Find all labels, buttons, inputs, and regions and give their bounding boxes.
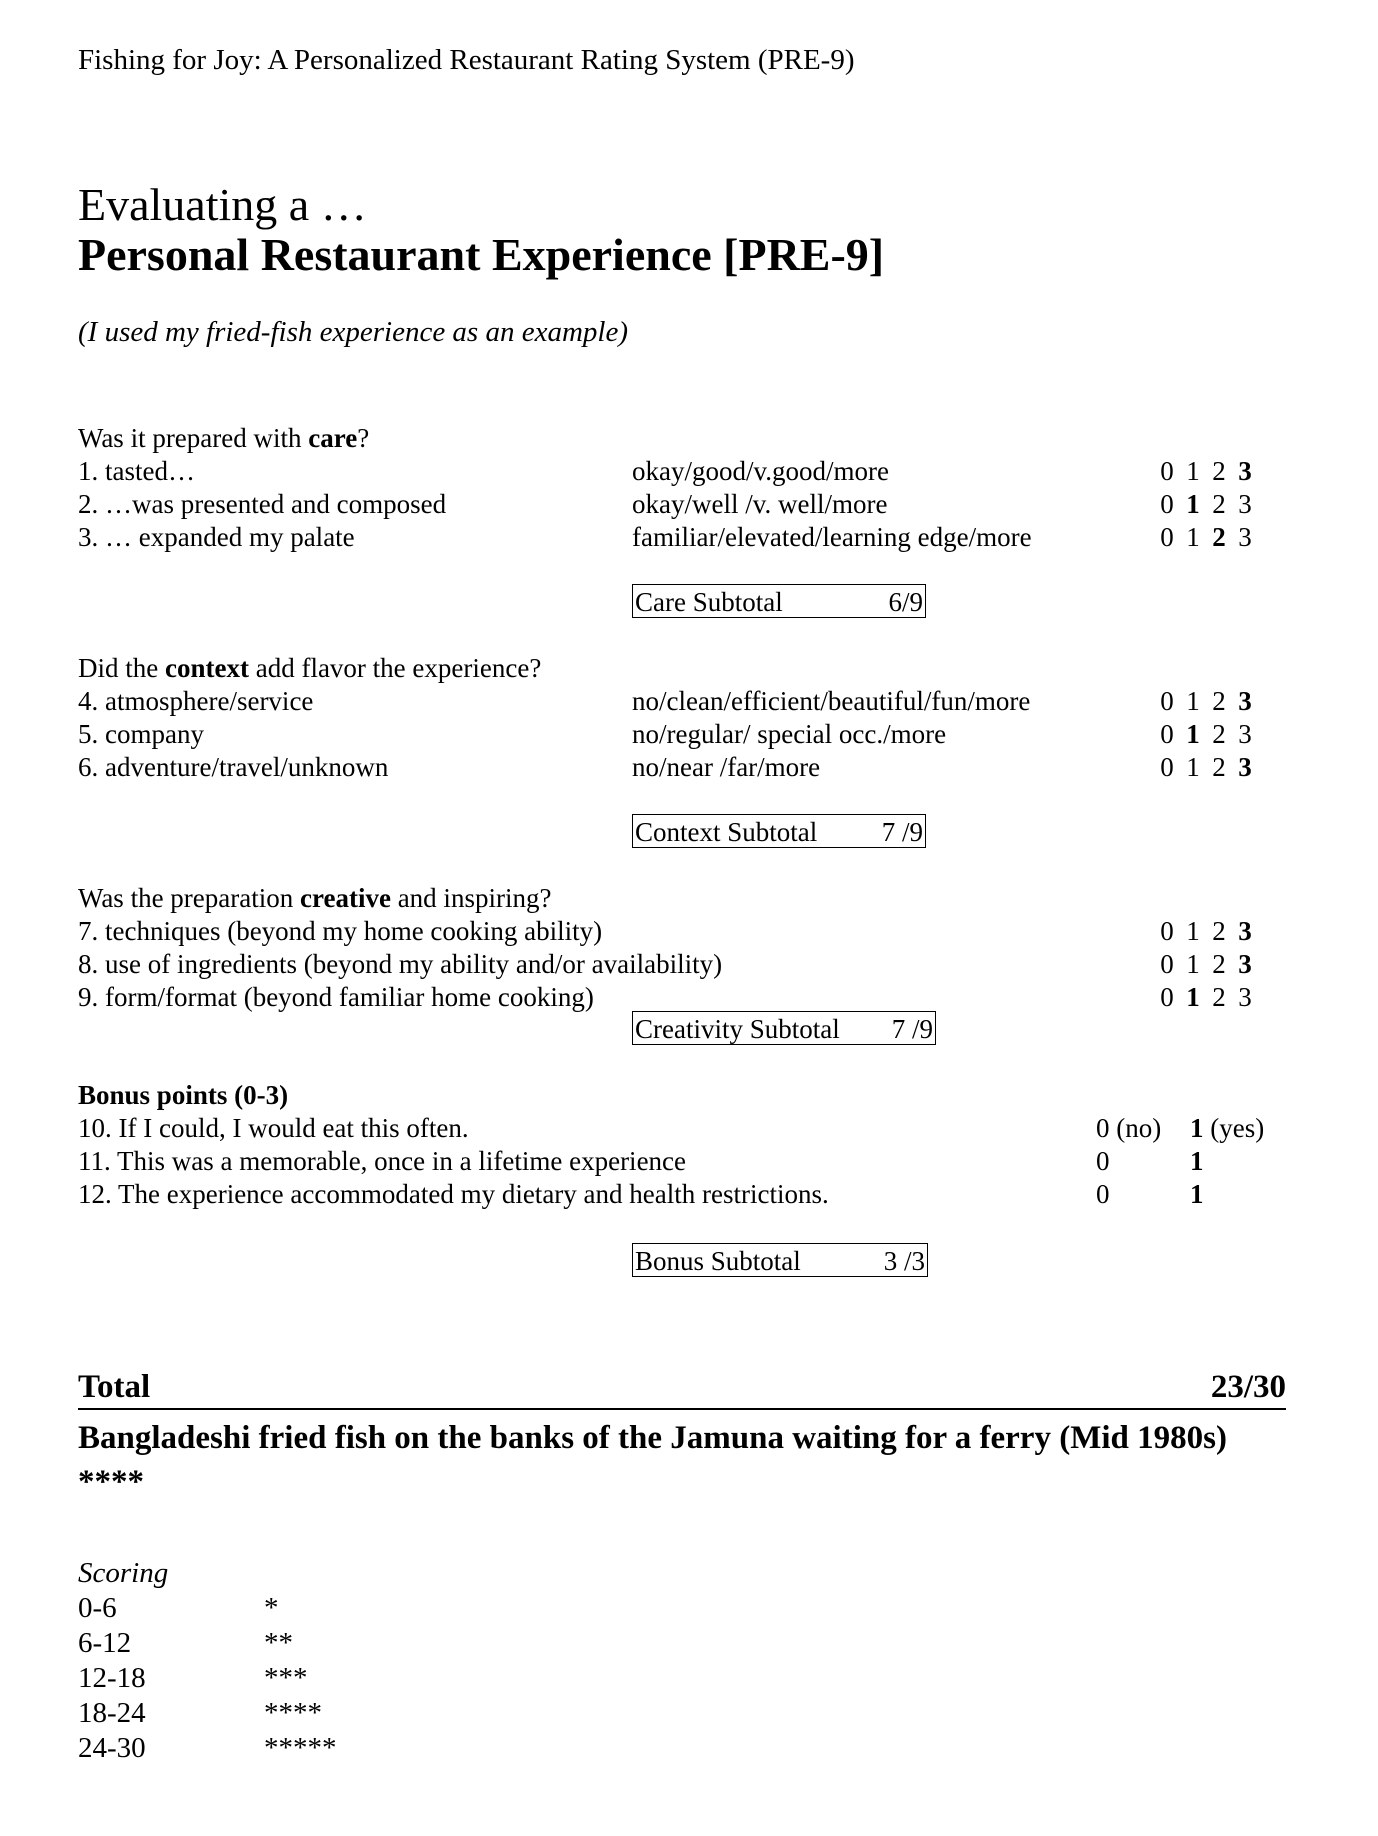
bonus-title: Bonus points (0-3) [78,1080,289,1110]
score-option: 1 [1186,686,1200,716]
score-option: 3 [1238,719,1252,749]
score-option: 1 [1186,949,1200,979]
care-question: Was it prepared with care? [78,423,370,453]
total-value: 23/30 [1210,1369,1286,1405]
score-option: 0 [1160,916,1174,946]
care-items [78,455,446,554]
document-title: Fishing for Joy: A Personalized Restaurant Rating System (PRE-9) [78,44,855,76]
selected-score: 2 [1212,522,1226,552]
selected-score: 3 [1238,686,1252,716]
scoring-row: 0-6 * [78,1592,279,1624]
context-subtotal-label: Context Subtotal [635,817,818,847]
total-label: Total [78,1369,151,1405]
score-option: 2 [1212,982,1226,1012]
bonus-item: 11. This was a memorable, once in a lifetime experience [78,1146,687,1176]
context-option: no/regular/ special occ./more [632,719,947,749]
care-subtotal-value: 6/9 [888,587,923,617]
bonus-score-row: 0 1 [1096,1146,1204,1176]
care-subtotal-box [632,584,926,618]
context-items [78,685,388,784]
score-row [1154,751,1258,784]
creativity-subtotal-box [632,1011,936,1045]
scoring-row: 12-18 *** [78,1662,308,1694]
score-option: 0 [1160,686,1174,716]
example-note: (I used my fried-fish experience as an example) [78,316,628,348]
score-row [1154,948,1258,981]
selected-score: 3 [1238,456,1252,486]
score-option: 1 [1186,456,1200,486]
score-option: 2 [1212,719,1226,749]
heading-evaluating: Evaluating a … [78,179,367,230]
scoring-row: 18-24 **** [78,1697,322,1729]
context-scores [1154,685,1258,784]
score-row [1154,915,1258,948]
score-option: 0 [1160,949,1174,979]
bonus-subtotal-label: Bonus Subtotal [635,1246,801,1276]
bonus-yes-header: 1 (yes) [1190,1113,1265,1143]
context-item: 5. company [78,719,204,749]
selected-score: 3 [1238,949,1252,979]
context-question: Did the context add flavor the experience? [78,653,542,683]
care-item: 3. … expanded my palate [78,522,355,552]
creativity-subtotal-label: Creativity Subtotal [635,1014,840,1044]
score-row [1154,455,1258,488]
score-option: 0 [1160,982,1174,1012]
score-option: 2 [1212,456,1226,486]
context-option: no/near /far/more [632,752,821,782]
scoring-row: 6-12 ** [78,1627,293,1659]
bonus-subtotal-value: 3 /3 [883,1246,925,1276]
score-option: 2 [1212,916,1226,946]
bonus-item: 12. The experience accommodated my dietary and health restrictions. [78,1179,829,1209]
scoring-key [78,1556,337,1766]
total-row [78,1366,1286,1410]
bonus-subtotal-box [632,1243,928,1277]
bonus-score-row [1096,1112,1276,1145]
creativity-item: 9. form/format (beyond familiar home cooking) [78,982,594,1012]
selected-score: 3 [1238,752,1252,782]
context-options [632,685,1030,784]
scoring-title: Scoring [78,1557,169,1589]
context-item: 4. atmosphere/service [78,686,314,716]
selected-score: 1 [1186,982,1200,1012]
creativity-question: Was the preparation creative and inspiring? [78,883,552,913]
care-item: 1. tasted… [78,456,195,486]
context-subtotal-box [632,814,926,848]
heading-pre9: Personal Restaurant Experience [PRE-9] [78,229,885,280]
dish-description: Bangladeshi fried fish on the banks of the Jamuna waiting for a ferry (Mid 1980s) **** [78,1420,1227,1500]
care-scores [1154,455,1258,554]
score-option: 0 [1160,752,1174,782]
score-option: 0 [1160,456,1174,486]
care-options [632,455,1032,554]
creativity-subtotal-value: 7 /9 [891,1014,933,1044]
score-option: 2 [1212,489,1226,519]
score-option: 2 [1212,949,1226,979]
score-row [1154,685,1258,718]
selected-score: 3 [1238,916,1252,946]
bonus-score-row: 0 1 [1096,1179,1204,1209]
context-subtotal-value: 7 /9 [881,817,923,847]
care-subtotal-label: Care Subtotal [635,587,783,617]
score-option: 1 [1186,916,1200,946]
score-option: 0 [1160,719,1174,749]
care-option: okay/good/v.good/more [632,456,889,486]
score-row [1154,981,1258,1014]
creativity-items [78,915,722,1014]
score-option: 2 [1212,752,1226,782]
context-option: no/clean/efficient/beautiful/fun/more [632,686,1031,716]
score-option: 0 [1160,522,1174,552]
care-item: 2. …was presented and composed [78,489,447,519]
score-row [1154,488,1258,521]
bonus-no-header: 0 (no) [1096,1113,1162,1143]
care-option: familiar/elevated/learning edge/more [632,522,1032,552]
bonus-item: 10. If I could, I would eat this often. [78,1113,469,1143]
score-row [1154,718,1258,751]
creativity-item: 7. techniques (beyond my home cooking ability) [78,916,603,946]
scoring-row: 24-30 ***** [78,1732,337,1764]
score-option: 3 [1238,489,1252,519]
care-option: okay/well /v. well/more [632,489,888,519]
creativity-item: 8. use of ingredients (beyond my ability and/or availability) [78,949,723,979]
score-option: 2 [1212,686,1226,716]
bonus-scores [1096,1112,1276,1211]
score-option: 1 [1186,522,1200,552]
selected-score: 1 [1186,489,1200,519]
score-option: 1 [1186,752,1200,782]
context-item: 6. adventure/travel/unknown [78,752,389,782]
score-option: 0 [1160,489,1174,519]
selected-score: 1 [1186,719,1200,749]
bonus-items [78,1112,829,1211]
creativity-scores [1154,915,1258,1014]
score-row [1154,521,1258,554]
score-option: 3 [1238,982,1252,1012]
score-option: 3 [1238,522,1252,552]
